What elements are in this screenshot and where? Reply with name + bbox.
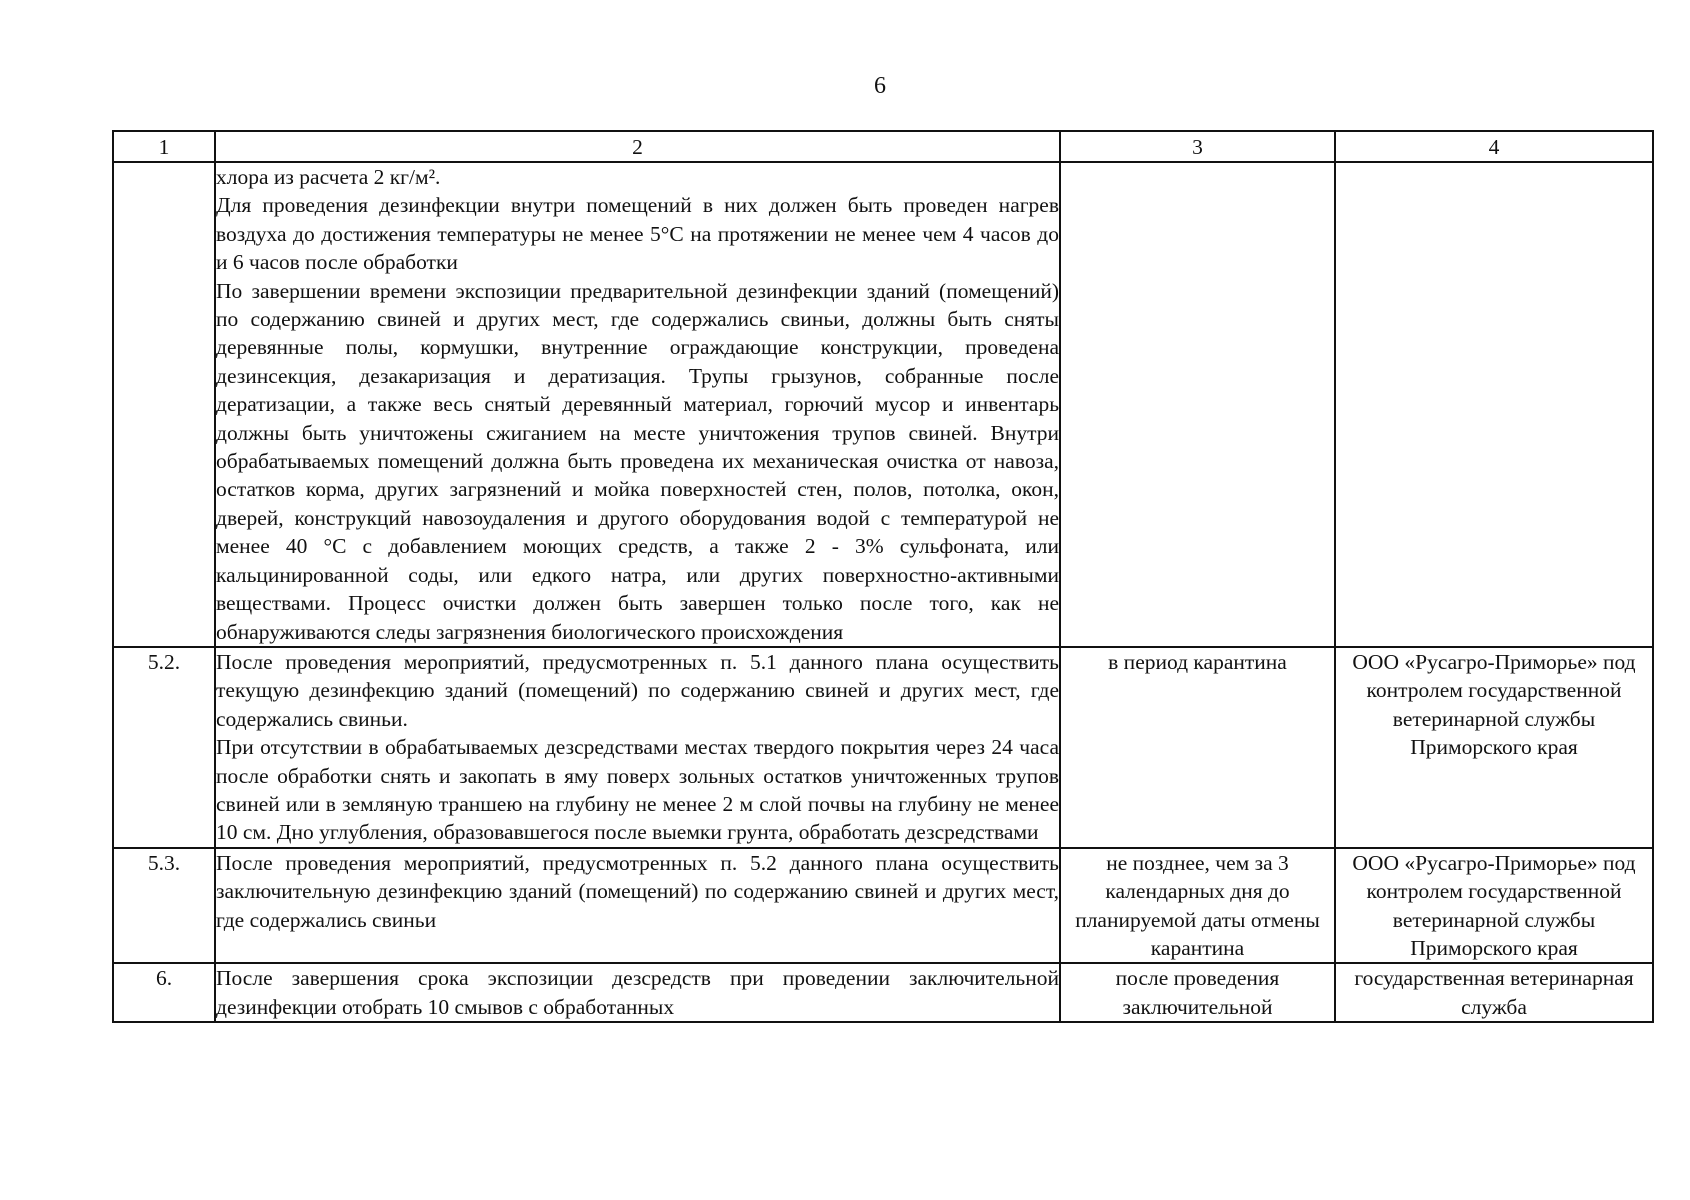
term-cell: после проведения заключительной [1060,963,1335,1022]
measure-description [215,848,1060,964]
term-cell: в период карантина [1060,647,1335,848]
table-row [113,963,1653,1022]
term-cell [1060,162,1335,647]
page-number: 6 [874,73,886,99]
measure-paragraph: Для проведения дезинфекции внутри помещений в них должен быть проведен нагрев воздуха до достижения температуры не менее 5°С на протяжении не менее чем 4 часов до и 6 часов после обработки [216,193,1059,275]
measure-paragraph: После проведения мероприятий, предусмотренных п. 5.1 данного плана осуществить текущую дезинфекцию зданий (помещений) по содержанию свиней и других мест, где содержались свиньи. [216,649,1059,731]
measure-description [215,647,1060,848]
column-header-1: 1 [113,131,215,162]
table-row [113,162,1653,647]
column-header-2: 2 [215,131,1060,162]
column-header-3: 3 [1060,131,1335,162]
measure-description [215,963,1060,1022]
responsible-cell [1335,162,1653,647]
responsible-cell: ООО «Русагро-Приморье» под контролем государственной ветеринарной службы Приморского края [1335,848,1653,964]
table-row [113,848,1653,964]
measure-paragraph: После завершения срока экспозиции дезсредств при проведении заключительной дезинфекции отобрать 10 смывов с обработанных [216,966,1059,1019]
measure-paragraph: При отсутствии в обрабатываемых дезсредствами местах твердого покрытия через 24 часа после обработки снять и закопать в яму поверх зольных остатков уничтоженных трупов свиней или в земляную траншею на глубину не менее 2 м слой почвы на глубину не менее 10 см. Дно углубления, образовавшегося после выемки грунта, обработать дезсредствами [216,735,1059,845]
row-number: 6. [113,963,215,1022]
term-cell: не позднее, чем за 3 календарных дня до планируемой даты отмены карантина [1060,848,1335,964]
row-number: 5.3. [113,848,215,964]
row-number [113,162,215,647]
measure-paragraph: После проведения мероприятий, предусмотренных п. 5.2 данного плана осуществить заключительную дезинфекцию зданий (помещений) по содержанию свиней и других мест, где содержались свиньи [216,850,1059,932]
column-header-4: 4 [1335,131,1653,162]
row-number: 5.2. [113,647,215,848]
measures-table [112,130,1654,1023]
table-row [113,647,1653,848]
measure-paragraph: хлора из расчета 2 кг/м². [216,165,441,189]
measure-paragraph: По завершении времени экспозиции предварительной дезинфекции зданий (помещений) по содержанию свиней и других мест, где содержались свиньи, должны быть сняты деревянные полы, кормушки, внутренние ограждающие конструкции, проведена дезинсекция, дезакаризация и дератизация. Трупы грызунов, собранные после дератизации, а также весь снятый деревянный материал, горючий мусор и инвентарь должны быть уничтожены сжиганием на месте уничтожения трупов свиней. Внутри обрабатываемых помещений должна быть проведена их механическая очистка от навоза, остатков корма, других загрязнений и мойка поверхностей стен, полов, потолка, окон, дверей, конструкций навозоудаления и другого оборудования водой с температурой не менее 40 °С с добавлением моющих средств, а также 2 - 3% сульфоната, или кальцинированной соды, или едкого натра, или других поверхностно-активными веществами. Процесс очистки должен быть завершен только после того, как не обнаруживаются следы загрязнения биологического происхождения [216,278,1059,644]
responsible-cell: государственная ветеринарная служба [1335,963,1653,1022]
responsible-cell: ООО «Русагро-Приморье» под контролем государственной ветеринарной службы Приморского края [1335,647,1653,848]
table-header-row [113,131,1653,162]
measure-description [215,162,1060,647]
